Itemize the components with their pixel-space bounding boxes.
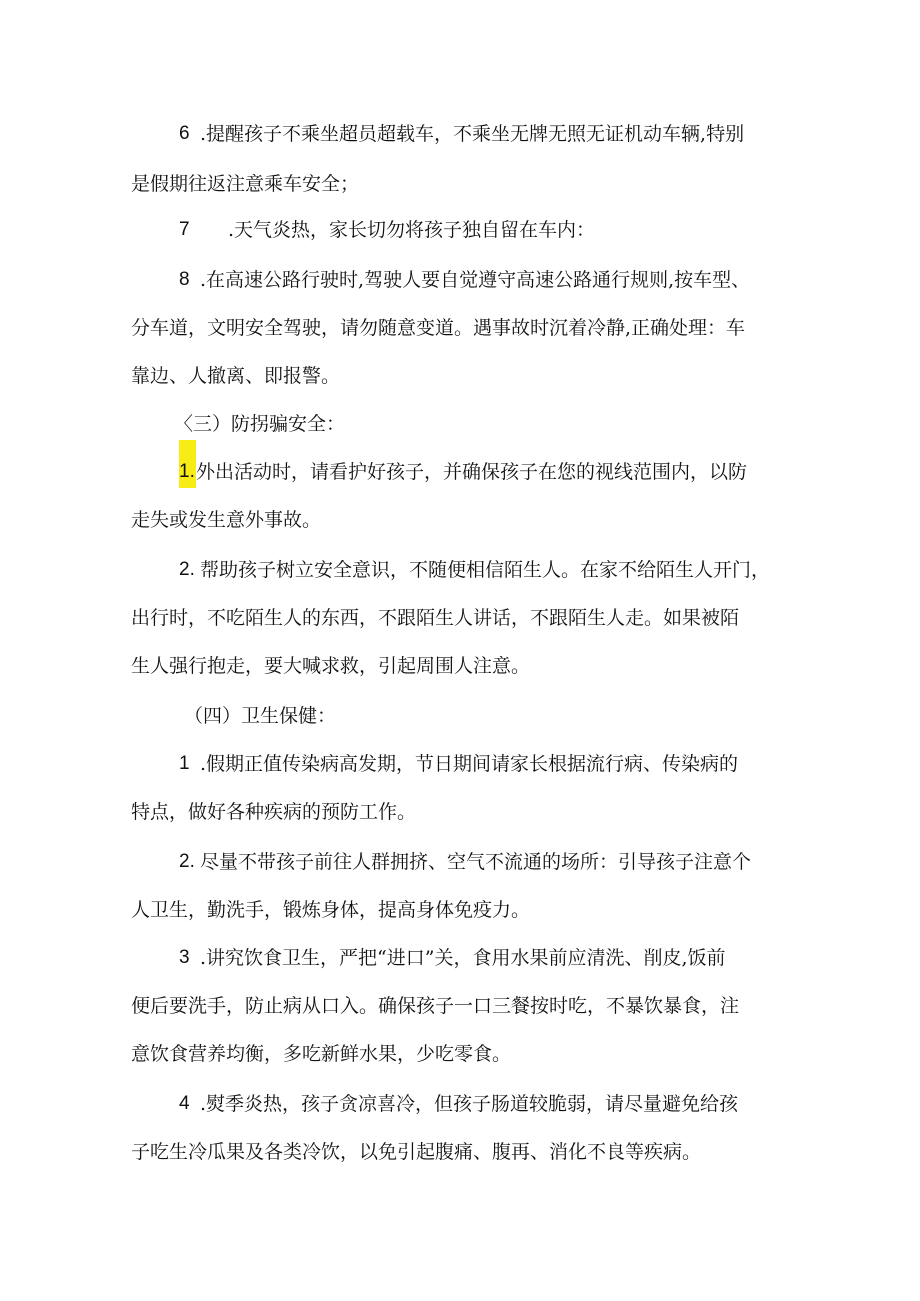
paragraph-text: 便后要洗手，防止病从口入。确保孩子一口三餐按时吃，不暴饮暴食，注 (131, 995, 740, 1017)
section-heading: 〈三）防拐骗安全： (174, 413, 346, 435)
item-number: 1 (179, 753, 190, 774)
paragraph-text: 靠边、人撤离、即报警。 (131, 365, 341, 387)
item-number: 4 (179, 1093, 190, 1114)
item-number: 1. (179, 461, 195, 482)
item-number: 2. (179, 559, 195, 580)
paragraph-text: .假期正值传染病高发期，节日期间请家长根据流行病、传染病的 (200, 753, 739, 775)
paragraph-text: 意饮食营养均衡，多吃新鲜水果，少吃零食。 (131, 1043, 512, 1065)
paragraph-text: .熨季炎热，孩子贪凉喜冷，但孩子肠道较脆弱，请尽量避免给孩 (200, 1093, 739, 1115)
item-number: 6 (179, 123, 190, 144)
paragraph-text: .提醒孩子不乘坐超员超载车，不乘坐无牌无照无证机动车辆,特别 (200, 123, 745, 145)
paragraph-text: .天气炎热，家长切勿将孩子独自留在车内： (228, 219, 596, 241)
paragraph-text: .讲究饮食卫生，严把“进口”关，食用水果前应清洗、削皮,饭前 (200, 947, 726, 969)
paragraph-text: 人卫生，勤洗手，锻炼身体，提高身体免疫力。 (131, 899, 531, 921)
paragraph-text: 子吃生冷瓜果及各类冷饮，以免引起腹痛、腹再、消化不良等疾病。 (131, 1141, 702, 1163)
paragraph-text: 特点，做好各种疾病的预防工作。 (131, 801, 417, 823)
paragraph-text: .在高速公路行驶时,驾驶人要自觉遵守高速公路通行规则,按车型、 (200, 269, 751, 291)
paragraph-text: 分车道，文明安全驾驶，请勿随意变道。遇事故时沉着冷静,正确处理：车 (131, 317, 746, 339)
paragraph-text: 生人强行抱走，要大喊求救，引起周围人注意。 (131, 655, 531, 677)
paragraph-text: 是假期往返注意乘车安全； (131, 173, 360, 195)
paragraph-text: 尽量不带孩子前往人群拥挤、空气不流通的场所：引导孩子注意个 (200, 851, 752, 873)
item-number: 8 (179, 269, 190, 290)
paragraph-text: 走失或发生意外事故。 (131, 509, 322, 531)
item-number: 7 (179, 219, 190, 240)
paragraph-text: 出行时，不吃陌生人的东西，不跟陌生人讲话，不跟陌生人走。如果被陌 (131, 607, 740, 629)
paragraph-text: 外出活动时，请看护好孩子，并确保孩子在您的视线范围内，以防 (196, 461, 748, 483)
item-number: 2. (179, 851, 195, 872)
item-number: 3 (179, 947, 190, 968)
paragraph-text: 帮助孩子树立安全意识，不随便相信陌生人。在家不给陌生人开门， (200, 559, 771, 581)
section-heading: （四）卫生保健： (184, 705, 337, 727)
